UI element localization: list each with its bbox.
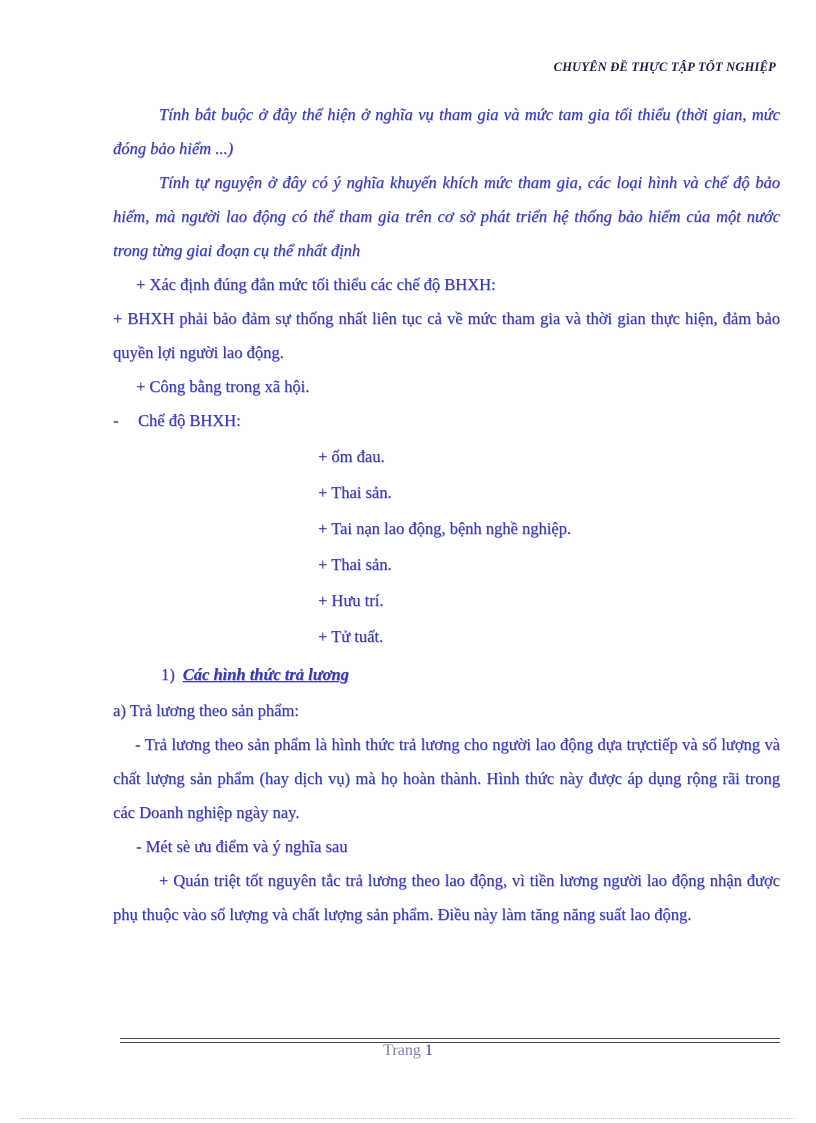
subsection-heading: a) Trả lương theo sản phẩm: [113,701,299,720]
list-item: + Tử tuất. [318,627,384,646]
footer-label: Trang [383,1042,421,1059]
paragraph-minimum-level: + Xác định đúng đắn mức tối thiểu các chế độ BHXH: [136,275,496,294]
page-footer [0,1042,816,1060]
bullet-text: Chế độ BHXH: [138,411,241,430]
paragraph-consistency: + BHXH phải bảo đảm sự thống nhất liên tục cả về mức tham gia và thời gian thực hiện, đảm bảo quyền lợi người lao động. [113,309,780,362]
paragraph-mandatory: Tính bắt buộc ở đây thể hiện ở nghĩa vụ tham gia và mức tam gia tối thiểu (thời gian, mức đóng bảo hiểm ...) [113,105,780,158]
footer-divider-top [120,1038,780,1039]
list-item: + Thai sản. [318,483,392,502]
section-number: 1) [161,665,175,684]
document-body [113,98,780,932]
section-heading [113,658,780,692]
page-number: 1 [424,1042,433,1059]
paragraph-piece-rate: - Trả lương theo sản phẩm là hình thức trả lương cho người lao động dựa trựctiếp và số lượng và chất lượng sản phẩm (hay dịch vụ) mà họ hoàn thành. Hình thức này được áp dụng rộng rãi trong các Doanh nghiệp ngày nay. [113,735,780,822]
list-item: + ốm đau. [318,447,385,466]
section-title: Các hình thức trả lương [182,665,349,684]
list-item: + Hưu trí. [318,591,384,610]
regime-list [113,440,780,654]
list-item: + Tai nạn lao động, bệnh nghề nghiệp. [318,519,572,538]
bullet-dash: - [113,411,119,430]
list-item: + Thai sản. [318,555,392,574]
paragraph-advantages: - Mét sè ưu điểm và ý nghĩa sau [136,837,348,856]
page-header: CHUYÊN ĐỀ THỰC TẬP TỐT NGHIỆP [553,60,776,74]
bullet-item-bhxh-regimes [113,404,780,438]
paragraph-voluntary: Tính tự nguyện ở đây có ý nghĩa khuyến khích mức tham gia, các loại hình và chế độ bảo hiểm, mà người lao động có thể tham gia trên cơ sở phát triển hệ thống bảo hiểm của một nước trong từng giai đoạn cụ thể nhất định [113,173,780,260]
paragraph-fairness: + Công bằng trong xã hội. [136,377,310,396]
page-bottom-edge [20,1118,796,1119]
paragraph-principle: + Quán triệt tốt nguyên tắc trả lương theo lao động, vì tiền lương người lao động nhận được phụ thuộc vào số lượng và chất lượng sản phẩm. Điều này làm tăng năng suất lao động. [113,871,780,924]
